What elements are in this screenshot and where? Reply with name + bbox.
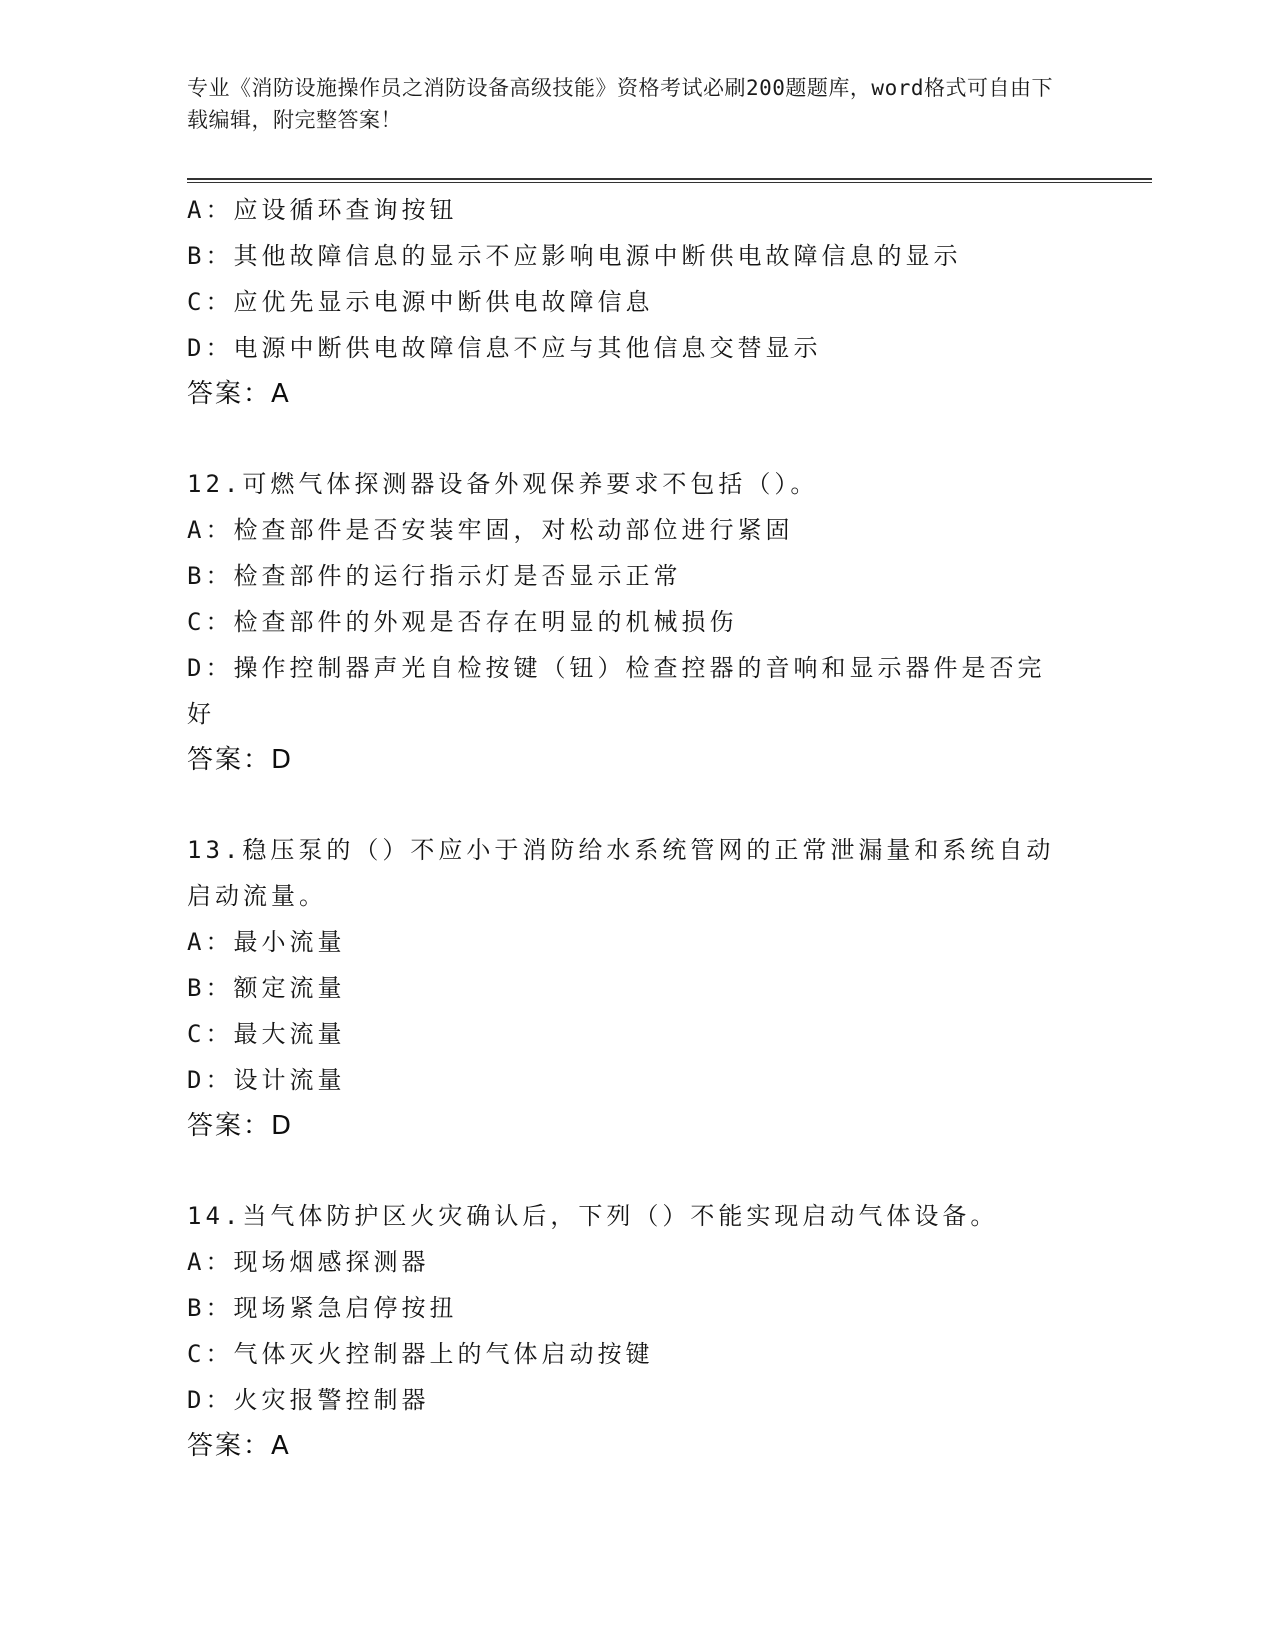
question-11-block: [187, 187, 1087, 417]
document-header: 专业《消防设施操作员之消防设备高级技能》资格考试必刷200题题库，word格式可自由下载编辑，附完整答案！: [187, 76, 1053, 132]
question-12-block: [187, 461, 1087, 783]
question-12-option-a: A：检查部件是否安装牢固，对松动部位进行紧固: [187, 516, 794, 544]
question-14-option-c: C：气体灭火控制器上的气体启动按键: [187, 1340, 654, 1368]
question-12-stem: 12.可燃气体探测器设备外观保养要求不包括（）。: [187, 470, 819, 498]
question-list: [187, 187, 1087, 1469]
question-11-answer: 答案：A: [187, 379, 291, 409]
question-12-answer: 答案：D: [187, 745, 294, 775]
spacer: [187, 417, 1087, 461]
question-11-option-c: C：应优先显示电源中断供电故障信息: [187, 288, 654, 316]
question-12-option-c: C：检查部件的外观是否存在明显的机械损伤: [187, 608, 738, 636]
question-13-option-c: C：最大流量: [187, 1020, 346, 1048]
header-divider: [187, 178, 1152, 183]
question-14-answer: 答案：A: [187, 1431, 291, 1461]
question-11-option-b: B：其他故障信息的显示不应影响电源中断供电故障信息的显示: [187, 242, 962, 270]
question-13-stem-line2: 启动流量。: [187, 882, 327, 910]
question-11-option-a: A：应设循环查询按钮: [187, 196, 458, 224]
question-14-stem: 14.当气体防护区火灾确认后，下列（）不能实现启动气体设备。: [187, 1202, 999, 1230]
question-13-option-b: B：额定流量: [187, 974, 346, 1002]
question-14-block: [187, 1193, 1087, 1469]
question-13-option-d: D：设计流量: [187, 1066, 346, 1094]
spacer: [187, 1149, 1087, 1193]
question-14-option-b: B：现场紧急启停按扭: [187, 1294, 458, 1322]
question-12-option-d-line2: 好: [187, 700, 215, 728]
question-14-option-a: A：现场烟感探测器: [187, 1248, 430, 1276]
question-12-option-d-line1: D：操作控制器声光自检按键（钮）检查控器的音响和显示器件是否完: [187, 654, 1046, 682]
question-14-option-d: D：火灾报警控制器: [187, 1386, 430, 1414]
question-13-option-a: A：最小流量: [187, 928, 346, 956]
question-13-stem-line1: 13.稳压泵的（）不应小于消防给水系统管网的正常泄漏量和系统自动: [187, 836, 1055, 864]
spacer: [187, 783, 1087, 827]
question-13-answer: 答案：D: [187, 1111, 294, 1141]
question-13-block: [187, 827, 1087, 1149]
question-11-option-d: D：电源中断供电故障信息不应与其他信息交替显示: [187, 334, 822, 362]
question-12-option-b: B：检查部件的运行指示灯是否显示正常: [187, 562, 682, 590]
